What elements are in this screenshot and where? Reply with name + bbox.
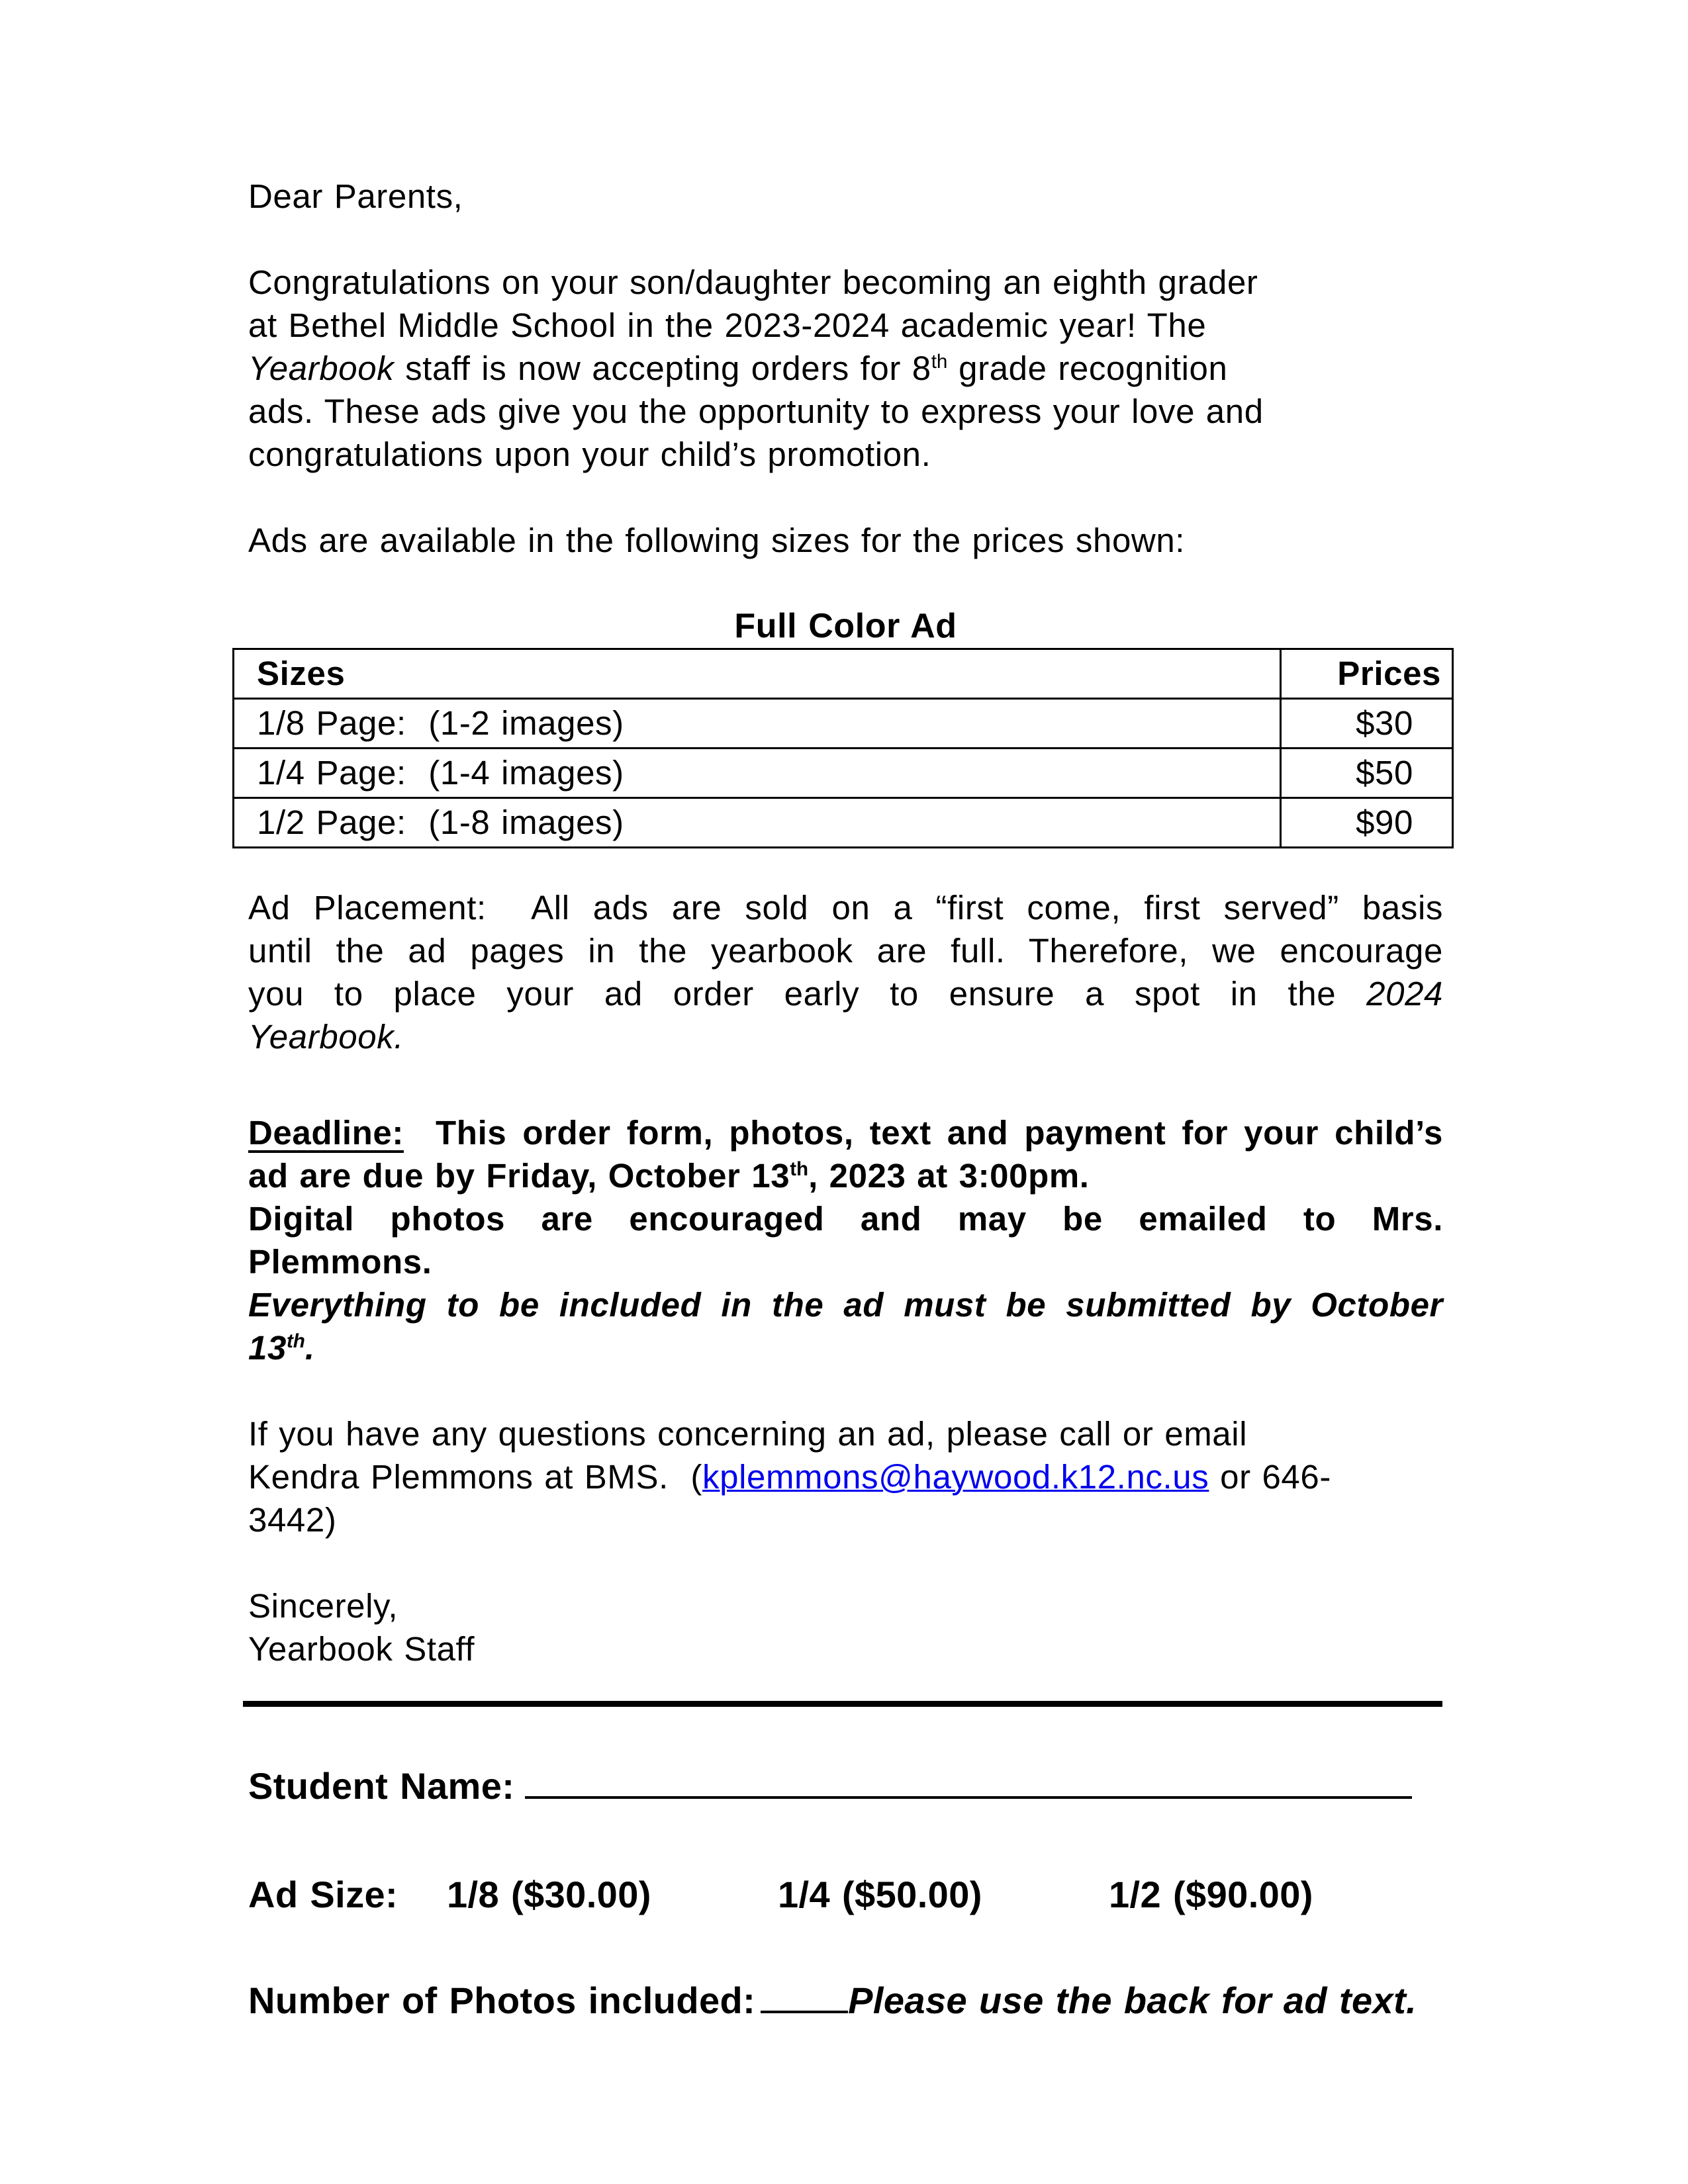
size-cell: 1/2 Page: (1-8 images) bbox=[234, 798, 1281, 848]
letter-content bbox=[248, 0, 1443, 2025]
size-cell: 1/4 Page: (1-4 images) bbox=[234, 749, 1281, 798]
placement-line-4: Yearbook. bbox=[248, 1018, 404, 1056]
deadline-line-6 bbox=[248, 1326, 1443, 1369]
deadline-line-4: Plemmons. bbox=[248, 1243, 432, 1281]
table-row bbox=[234, 699, 1453, 749]
salutation: Dear Parents, bbox=[248, 177, 463, 215]
intro-line-2: at Bethel Middle School in the 2023-2024 academic year! The bbox=[248, 306, 1207, 344]
price-cell: $50 bbox=[1281, 749, 1453, 798]
date-superscript: th bbox=[790, 1158, 809, 1180]
ad-placement-paragraph bbox=[248, 886, 1443, 1058]
ad-size-label: Ad Size: bbox=[248, 1874, 399, 1915]
email-link[interactable]: kplemmons@haywood.k12.nc.us bbox=[702, 1458, 1209, 1496]
deadline-paragraph bbox=[248, 1111, 1443, 1369]
table-row bbox=[234, 798, 1453, 848]
questions-line-2-end: or 646- bbox=[1209, 1458, 1331, 1496]
photos-label: Number of Photos included: bbox=[248, 1979, 756, 2021]
photos-row bbox=[248, 1977, 1443, 2025]
placement-line-3-start: you to place your ad order early to ensure a spot in the bbox=[248, 975, 1367, 1013]
intro-paragraph bbox=[248, 261, 1443, 476]
table-header-row bbox=[234, 649, 1453, 699]
intro-line-3-end: grade recognition bbox=[947, 349, 1228, 387]
ad-size-row bbox=[248, 1871, 1443, 1919]
intro-line-3 bbox=[248, 347, 1443, 390]
photos-blank bbox=[761, 1984, 848, 2013]
closing-sincerely: Sincerely, bbox=[248, 1587, 399, 1625]
student-name-label: Student Name: bbox=[248, 1765, 515, 1807]
year-2024-italic: 2024 bbox=[1366, 975, 1443, 1013]
placement-line-2: until the ad pages in the yearbook are full. Therefore, we encourage bbox=[248, 932, 1443, 970]
table-title: Full Color Ad bbox=[734, 607, 957, 645]
questions-line-2-start: Kendra Plemmons at BMS. ( bbox=[248, 1458, 703, 1496]
ad-size-option-1-4: 1/4 ($50.00) bbox=[778, 1874, 982, 1915]
student-name-row bbox=[248, 1762, 1443, 1810]
closing-block bbox=[248, 1584, 1443, 1670]
section-divider-rule bbox=[243, 1701, 1442, 1707]
eighth-superscript: th bbox=[931, 351, 948, 373]
price-cell: $30 bbox=[1281, 699, 1453, 749]
deadline-line-2-end: , 2023 at 3:00pm. bbox=[808, 1157, 1090, 1195]
sizes-column-header: Sizes bbox=[234, 649, 1281, 699]
student-name-blank bbox=[525, 1770, 1412, 1799]
questions-paragraph bbox=[248, 1412, 1443, 1541]
intro-line-5: congratulations upon your child’s promotion. bbox=[248, 435, 931, 473]
photos-note: Please use the back for ad text. bbox=[848, 1979, 1417, 2021]
intro-line-4: ads. These ads give you the opportunity to express your love and bbox=[248, 392, 1264, 430]
deadline-label: Deadline: bbox=[248, 1114, 404, 1152]
deadline-line-2 bbox=[248, 1154, 1443, 1197]
yearbook-italic: Yearbook bbox=[248, 349, 395, 387]
placement-line-3 bbox=[248, 972, 1443, 1015]
closing-yearbook-staff: Yearbook Staff bbox=[248, 1630, 475, 1668]
size-cell: 1/8 Page: (1-2 images) bbox=[234, 699, 1281, 749]
deadline-line-3: Digital photos are encouraged and may be emailed to Mrs. bbox=[248, 1200, 1443, 1238]
deadline-line-1-rest: This order form, photos, text and payment for your child’s bbox=[403, 1114, 1443, 1152]
questions-line-2 bbox=[248, 1455, 1443, 1498]
deadline-line-5: Everything to be included in the ad must be submitted by October bbox=[248, 1286, 1443, 1324]
placement-line-1: Ad Placement: All ads are sold on a “first come, first served” basis bbox=[248, 889, 1443, 927]
date-superscript-2: th bbox=[286, 1330, 305, 1352]
deadline-line-6-start: 13 bbox=[248, 1329, 287, 1367]
deadline-line-2-start: ad are due by Friday, October 13 bbox=[248, 1157, 790, 1195]
sizes-intro: Ads are available in the following sizes for the prices shown: bbox=[248, 522, 1186, 559]
deadline-line-1 bbox=[248, 1111, 1443, 1154]
intro-line-1: Congratulations on your son/daughter becoming an eighth grader bbox=[248, 263, 1258, 301]
deadline-line-6-end: . bbox=[305, 1329, 315, 1367]
ad-size-option-1-8: 1/8 ($30.00) bbox=[447, 1874, 651, 1915]
prices-column-header: Prices bbox=[1281, 649, 1453, 699]
price-cell: $90 bbox=[1281, 798, 1453, 848]
intro-line-3-mid: staff is now accepting orders for 8 bbox=[394, 349, 931, 387]
questions-line-3: 3442) bbox=[248, 1501, 337, 1539]
price-table bbox=[232, 648, 1454, 848]
questions-line-1: If you have any questions concerning an ad, please call or email bbox=[248, 1415, 1248, 1453]
ad-size-option-1-2: 1/2 ($90.00) bbox=[1109, 1874, 1313, 1915]
table-row bbox=[234, 749, 1453, 798]
